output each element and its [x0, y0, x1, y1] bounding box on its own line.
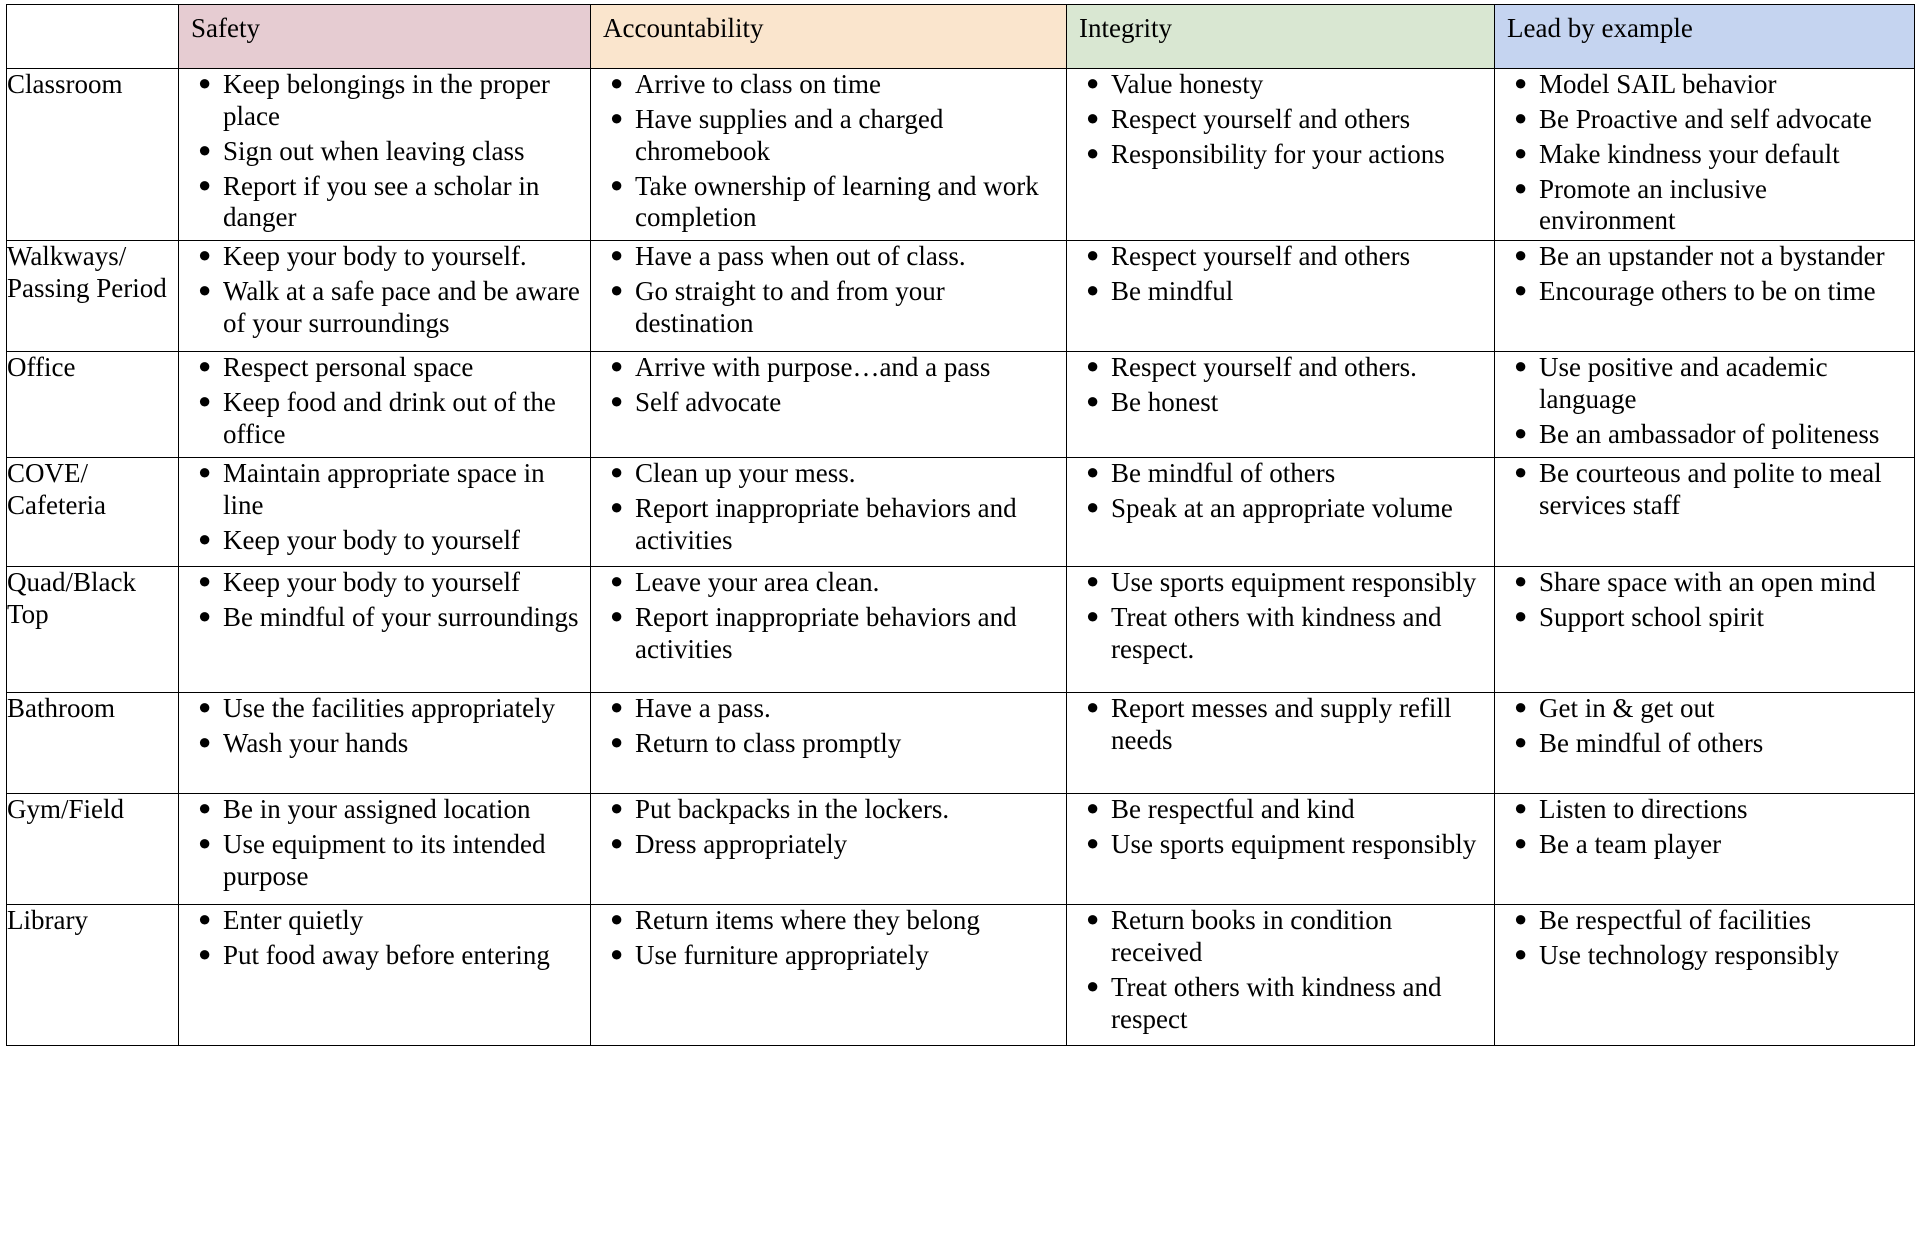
bullet-icon: ● [1514, 694, 1528, 720]
list-item [1086, 387, 1494, 419]
rule-list [179, 69, 590, 234]
list-item-text: Dress appropriately [635, 829, 848, 860]
list-item [1514, 138, 1914, 171]
list-item-text: Report if you see a scholar in danger [223, 170, 540, 233]
location-cell: Classroom [7, 69, 179, 241]
list-item-text: Promote an inclusive environment [1539, 173, 1767, 236]
list-item-text: Maintain appropriate space in line [223, 458, 545, 521]
list-item [1086, 493, 1494, 525]
cell-accountability [591, 905, 1067, 1046]
list-item-text: Report inappropriate behaviors and activities [635, 602, 1017, 665]
list-item [198, 940, 590, 972]
bullet-icon: ● [610, 795, 624, 821]
location-cell: Bathroom [7, 693, 179, 794]
list-item [1514, 693, 1914, 725]
location-cell: Gym/Field [7, 794, 179, 905]
cell-lead-by-example [1495, 69, 1915, 241]
cell-lead-by-example [1495, 241, 1915, 352]
list-item [198, 829, 590, 893]
cell-safety [179, 567, 591, 693]
list-item [610, 387, 1066, 419]
bullet-icon: ● [1514, 139, 1528, 165]
list-item-text: Be respectful of facilities [1539, 905, 1812, 936]
list-item [1086, 829, 1494, 861]
list-item [610, 103, 1066, 168]
bullet-icon: ● [1514, 353, 1528, 379]
rule-list [1067, 794, 1494, 861]
list-item-text: Have a pass when out of class. [635, 241, 966, 272]
table-body [7, 69, 1915, 1046]
bullet-icon: ● [198, 729, 212, 755]
cell-integrity [1067, 241, 1495, 352]
list-item-text: Keep your body to yourself [223, 567, 520, 598]
list-item [198, 905, 590, 937]
cell-integrity [1067, 458, 1495, 567]
rule-list [179, 905, 590, 972]
bullet-icon: ● [1514, 70, 1528, 95]
list-item [1086, 103, 1494, 136]
bullet-icon: ● [1086, 906, 1100, 932]
list-item-text: Be in your assigned location [223, 794, 531, 825]
list-item [1514, 419, 1914, 451]
list-item [610, 693, 1066, 725]
header-cell-location [7, 5, 179, 69]
cell-lead-by-example [1495, 693, 1915, 794]
header-cell-safety: Safety [179, 5, 591, 69]
bullet-icon: ● [198, 277, 212, 303]
list-item [198, 135, 590, 168]
bullet-icon: ● [610, 494, 624, 520]
bullet-icon: ● [610, 603, 624, 629]
table-row [7, 794, 1915, 905]
bullet-icon: ● [1514, 568, 1528, 594]
list-item [610, 905, 1066, 937]
list-item [610, 794, 1066, 826]
header-cell-accountability: Accountability [591, 5, 1067, 69]
bullet-icon: ● [610, 171, 624, 197]
bullet-icon: ● [1514, 729, 1528, 755]
list-item [198, 352, 590, 384]
rule-list [591, 352, 1066, 419]
bullet-icon: ● [1086, 830, 1100, 856]
cell-lead-by-example [1495, 794, 1915, 905]
sail-expectations-table [6, 4, 1915, 1046]
bullet-icon: ● [198, 388, 212, 414]
bullet-icon: ● [1086, 694, 1100, 720]
list-item-text: Have a pass. [635, 693, 771, 724]
rule-list [179, 693, 590, 760]
bullet-icon: ● [610, 353, 624, 379]
rule-list [1495, 567, 1914, 634]
list-item [1514, 458, 1914, 522]
list-item-text: Keep food and drink out of the office [223, 387, 556, 450]
cell-integrity [1067, 794, 1495, 905]
list-item [610, 728, 1066, 760]
list-item [198, 241, 590, 273]
bullet-icon: ● [1514, 830, 1528, 856]
list-item-text: Model SAIL behavior [1539, 69, 1777, 99]
list-item-text: Speak at an appropriate volume [1111, 493, 1453, 524]
rule-list [591, 458, 1066, 557]
list-item [610, 493, 1066, 557]
list-item [198, 170, 590, 235]
list-item [198, 276, 590, 340]
cell-accountability [591, 69, 1067, 241]
list-item [1514, 728, 1914, 760]
bullet-icon: ● [610, 104, 624, 130]
list-item [1514, 567, 1914, 599]
bullet-icon: ● [1514, 174, 1528, 200]
list-item-text: Be respectful and kind [1111, 794, 1355, 825]
cell-integrity [1067, 352, 1495, 458]
table-row [7, 69, 1915, 241]
bullet-icon: ● [1514, 795, 1528, 821]
list-item [1086, 972, 1494, 1036]
bullet-icon: ● [1514, 603, 1528, 629]
cell-safety [179, 794, 591, 905]
bullet-icon: ● [1086, 139, 1100, 165]
list-item [610, 170, 1066, 235]
list-item [1086, 69, 1494, 101]
cell-accountability [591, 352, 1067, 458]
list-item-text: Responsibility for your actions [1111, 138, 1445, 169]
bullet-icon: ● [198, 906, 212, 932]
bullet-icon: ● [198, 70, 212, 95]
rule-list [1495, 458, 1914, 522]
bullet-icon: ● [1514, 242, 1528, 268]
list-item-text: Use technology responsibly [1539, 940, 1839, 971]
table-row [7, 458, 1915, 567]
bullet-icon: ● [198, 830, 212, 856]
list-item [1514, 829, 1914, 861]
list-item [610, 567, 1066, 599]
bullet-icon: ● [198, 526, 212, 552]
list-item [1086, 567, 1494, 599]
list-item-text: Use positive and academic language [1539, 352, 1828, 415]
list-item [1514, 276, 1914, 308]
list-item [610, 940, 1066, 972]
cell-safety [179, 69, 591, 241]
cell-accountability [591, 567, 1067, 693]
bullet-icon: ● [610, 941, 624, 967]
list-item-text: Use furniture appropriately [635, 940, 929, 971]
location-cell: Walkways/ Passing Period [7, 241, 179, 352]
list-item [1514, 352, 1914, 416]
bullet-icon: ● [610, 906, 624, 932]
table-row [7, 352, 1915, 458]
cell-safety [179, 241, 591, 352]
bullet-icon: ● [198, 459, 212, 485]
rule-list [1495, 693, 1914, 760]
rule-list [1067, 905, 1494, 1035]
list-item-text: Be mindful of others [1539, 728, 1764, 759]
table-row [7, 905, 1915, 1046]
cell-lead-by-example [1495, 567, 1915, 693]
rule-list [1067, 352, 1494, 419]
rule-list [591, 241, 1066, 340]
bullet-icon: ● [1514, 277, 1528, 303]
list-item-text: Keep belongings in the proper place [223, 69, 550, 131]
bullet-icon: ● [1514, 906, 1528, 932]
list-item [1514, 602, 1914, 634]
bullet-icon: ● [198, 136, 212, 162]
cell-integrity [1067, 693, 1495, 794]
list-item-text: Support school spirit [1539, 602, 1765, 633]
list-item-text: Sign out when leaving class [223, 135, 525, 166]
list-item-text: Walk at a safe pace and be aware of your surroundings [223, 276, 580, 339]
bullet-icon: ● [198, 941, 212, 967]
list-item-text: Be an ambassador of politeness [1539, 419, 1880, 450]
rule-list [179, 567, 590, 634]
list-item [610, 276, 1066, 340]
list-item-text: Arrive with purpose…and a pass [635, 352, 991, 383]
cell-integrity [1067, 905, 1495, 1046]
list-item-text: Be Proactive and self advocate [1539, 103, 1872, 134]
list-item-text: Self advocate [635, 387, 782, 418]
list-item [610, 602, 1066, 666]
list-item [198, 69, 590, 133]
list-item [198, 794, 590, 826]
bullet-icon: ● [198, 568, 212, 594]
bullet-icon: ● [1086, 70, 1100, 95]
list-item [610, 458, 1066, 490]
list-item [1514, 69, 1914, 101]
list-item-text: Take ownership of learning and work completion [635, 170, 1039, 233]
bullet-icon: ● [610, 568, 624, 594]
list-item-text: Be courteous and polite to meal services staff [1539, 458, 1882, 521]
cell-safety [179, 905, 591, 1046]
list-item-text: Treat others with kindness and respect. [1111, 602, 1442, 665]
bullet-icon: ● [1086, 353, 1100, 379]
list-item-text: Be a team player [1539, 829, 1722, 860]
bullet-icon: ● [198, 353, 212, 379]
list-item-text: Be mindful of your surroundings [223, 602, 579, 633]
bullet-icon: ● [198, 171, 212, 197]
rule-list [179, 458, 590, 557]
bullet-icon: ● [198, 694, 212, 720]
list-item [1086, 276, 1494, 308]
location-cell: Quad/Black Top [7, 567, 179, 693]
rule-list [1067, 241, 1494, 308]
list-item [1514, 905, 1914, 937]
cell-safety [179, 693, 591, 794]
list-item [1514, 173, 1914, 238]
cell-accountability [591, 458, 1067, 567]
list-item-text: Go straight to and from your destination [635, 276, 945, 339]
bullet-icon: ● [610, 459, 624, 485]
list-item-text: Return books in condition received [1111, 905, 1393, 968]
list-item-text: Return items where they belong [635, 905, 980, 936]
list-item-text: Enter quietly [223, 905, 364, 936]
list-item-text: Use sports equipment responsibly [1111, 829, 1477, 860]
bullet-icon: ● [610, 729, 624, 755]
list-item-text: Use sports equipment responsibly [1111, 567, 1477, 598]
list-item-text: Respect yourself and others [1111, 241, 1411, 272]
cell-lead-by-example [1495, 352, 1915, 458]
bullet-icon: ● [1514, 104, 1528, 130]
rule-list [179, 352, 590, 451]
bullet-icon: ● [610, 388, 624, 414]
cell-safety [179, 458, 591, 567]
list-item [198, 458, 590, 522]
bullet-icon: ● [610, 830, 624, 856]
list-item-text: Wash your hands [223, 728, 409, 759]
bullet-icon: ● [1086, 603, 1100, 629]
list-item [1086, 693, 1494, 757]
list-item [1514, 103, 1914, 136]
header-cell-lead-by-example: Lead by example [1495, 5, 1915, 69]
bullet-icon: ● [1086, 104, 1100, 130]
rule-list [1495, 794, 1914, 861]
list-item-text: Clean up your mess. [635, 458, 856, 489]
rule-list [1067, 567, 1494, 666]
list-item-text: Respect yourself and others. [1111, 352, 1417, 383]
bullet-icon: ● [1086, 277, 1100, 303]
list-item [610, 352, 1066, 384]
list-item-text: Treat others with kindness and respect [1111, 972, 1442, 1034]
list-item [198, 567, 590, 599]
list-item [610, 829, 1066, 861]
rule-list [1067, 69, 1494, 171]
bullet-icon: ● [610, 277, 624, 303]
rule-list [1495, 241, 1914, 308]
bullet-icon: ● [1086, 795, 1100, 821]
bullet-icon: ● [1086, 388, 1100, 414]
rule-list [1067, 458, 1494, 525]
list-item-text: Keep your body to yourself [223, 525, 520, 556]
list-item-text: Be mindful [1111, 276, 1234, 307]
header-row [7, 5, 1915, 69]
rule-list [179, 241, 590, 340]
list-item-text: Leave your area clean. [635, 567, 880, 598]
list-item-text: Be honest [1111, 387, 1219, 418]
bullet-icon: ● [1514, 459, 1528, 485]
list-item [1086, 602, 1494, 666]
bullet-icon: ● [1086, 459, 1100, 485]
bullet-icon: ● [1086, 973, 1100, 999]
bullet-icon: ● [610, 70, 624, 95]
list-item [198, 693, 590, 725]
location-cell: COVE/ Cafeteria [7, 458, 179, 567]
bullet-icon: ● [1086, 494, 1100, 520]
list-item-text: Respect personal space [223, 352, 474, 383]
list-item [1086, 241, 1494, 273]
list-item [1086, 905, 1494, 969]
bullet-icon: ● [1514, 420, 1528, 446]
rule-list [591, 69, 1066, 234]
list-item-text: Value honesty [1111, 69, 1264, 99]
rule-list [1495, 905, 1914, 972]
bullet-icon: ● [1514, 941, 1528, 967]
list-item [1086, 794, 1494, 826]
bullet-icon: ● [198, 795, 212, 821]
list-item-text: Encourage others to be on time [1539, 276, 1876, 307]
list-item-text: Be an upstander not a bystander [1539, 241, 1885, 272]
list-item [610, 241, 1066, 273]
cell-safety [179, 352, 591, 458]
list-item-text: Arrive to class on time [635, 69, 881, 99]
header-cell-integrity: Integrity [1067, 5, 1495, 69]
list-item [1514, 241, 1914, 273]
list-item-text: Put food away before entering [223, 940, 550, 971]
bullet-icon: ● [198, 603, 212, 629]
bullet-icon: ● [610, 694, 624, 720]
rule-list [179, 794, 590, 893]
list-item [610, 69, 1066, 101]
bullet-icon: ● [610, 242, 624, 268]
list-item-text: Return to class promptly [635, 728, 902, 759]
list-item-text: Get in & get out [1539, 693, 1715, 724]
bullet-icon: ● [1086, 568, 1100, 594]
table-header [7, 5, 1915, 69]
list-item-text: Use the facilities appropriately [223, 693, 556, 724]
list-item-text: Listen to directions [1539, 794, 1748, 825]
list-item-text: Share space with an open mind [1539, 567, 1876, 598]
cell-accountability [591, 241, 1067, 352]
cell-lead-by-example [1495, 458, 1915, 567]
list-item-text: Have supplies and a charged chromebook [635, 103, 944, 166]
cell-accountability [591, 693, 1067, 794]
table-row [7, 693, 1915, 794]
list-item-text: Put backpacks in the lockers. [635, 794, 950, 825]
cell-lead-by-example [1495, 905, 1915, 1046]
list-item-text: Report messes and supply refill needs [1111, 693, 1452, 756]
rule-list [1067, 693, 1494, 757]
list-item [1086, 352, 1494, 384]
bullet-icon: ● [198, 242, 212, 268]
cell-integrity [1067, 69, 1495, 241]
cell-accountability [591, 794, 1067, 905]
list-item-text: Make kindness your default [1539, 138, 1840, 169]
rule-list [591, 567, 1066, 666]
location-cell: Library [7, 905, 179, 1046]
table-row [7, 241, 1915, 352]
list-item-text: Be mindful of others [1111, 458, 1336, 489]
rule-list [591, 905, 1066, 972]
cell-integrity [1067, 567, 1495, 693]
rule-list [591, 794, 1066, 861]
list-item [198, 525, 590, 557]
list-item [1086, 458, 1494, 490]
list-item [1514, 940, 1914, 972]
list-item [198, 387, 590, 451]
list-item [198, 602, 590, 634]
table-row [7, 567, 1915, 693]
list-item [1514, 794, 1914, 826]
location-cell: Office [7, 352, 179, 458]
list-item-text: Respect yourself and others [1111, 103, 1411, 134]
bullet-icon: ● [1086, 242, 1100, 268]
rule-list [1495, 352, 1914, 451]
list-item-text: Use equipment to its intended purpose [223, 829, 546, 892]
rule-list [1495, 69, 1914, 237]
list-item-text: Report inappropriate behaviors and activities [635, 493, 1017, 556]
rule-list [591, 693, 1066, 760]
list-item [198, 728, 590, 760]
list-item [1086, 138, 1494, 171]
list-item-text: Keep your body to yourself. [223, 241, 527, 272]
